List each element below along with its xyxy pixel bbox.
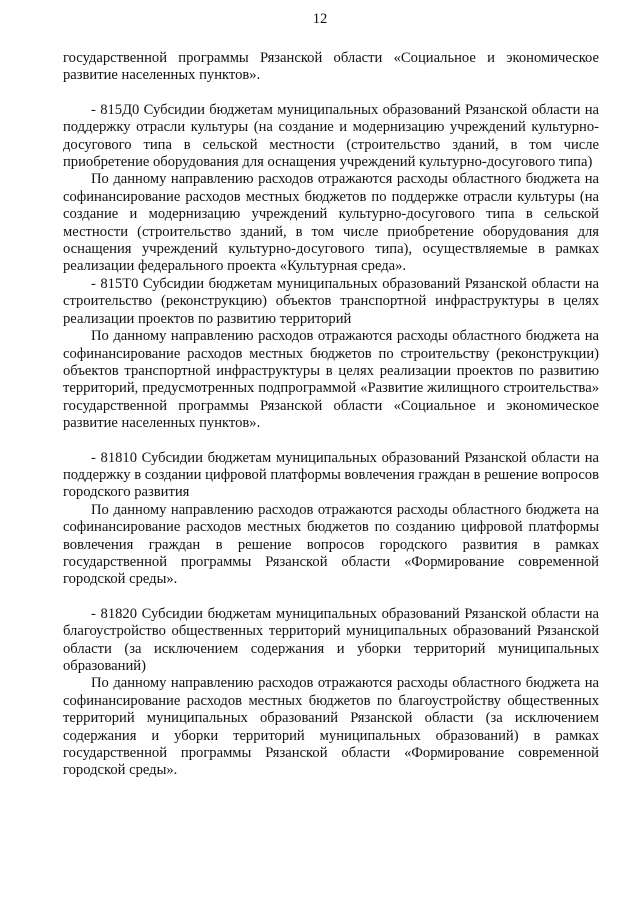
paragraph-description-81810: По данному направлению расходов отражаются расходы областного бюджета на софинансирование расходов местных бюджетов по созданию цифровой платформы вовлечения граждан в решение вопросов городского развития в рамках государственной программы Рязанской области «Формирование современной городской среды». — [63, 501, 599, 588]
paragraph-item-815d0: - 815Д0 Субсидии бюджетам муниципальных образований Рязанской области на поддержку отрасли культуры (на создание и модернизацию учреждений культурно-досугового типа в сельской местности (строительство зданий, в том числе приобретение оборудования для оснащения учреждений культурно-досугового типа) — [63, 101, 599, 171]
paragraph-item-815t0: - 815Т0 Субсидии бюджетам муниципальных образований Рязанской области на строительство (реконструкцию) объектов транспортной инфраструктуры в целях реализации проектов по развитию территорий — [63, 275, 599, 327]
paragraph-item-81820: - 81820 Субсидии бюджетам муниципальных образований Рязанской области на благоустройство общественных территорий муниципальных образований Рязанской области (за исключением содержания и уборки территорий муниципальных образований) — [63, 605, 599, 674]
document-body — [63, 50, 599, 780]
paragraph-description-815d0: По данному направлению расходов отражаются расходы областного бюджета на софинансирование расходов местных бюджетов по поддержке отрасли культуры (на создание и модернизацию учреждений культурно-досугового типа в сельской местности (строительство зданий, в том числе приобретение оборудования для оснащения учреждений культурно-досугового типа), осуществляемые в рамках реализации федерального проекта «Культурная среда». — [63, 171, 599, 275]
paragraph-description-815t0: По данному направлению расходов отражаются расходы областного бюджета на софинансирование расходов местных бюджетов по строительству (реконструкции) объектов транспортной инфраструктуры в целях реализации проектов по развитию территорий, предусмотренных подпрограммой «Развитие жилищного строительства» государственной программы Рязанской области «Социальное и экономическое развитие населенных пунктов». — [63, 328, 599, 432]
paragraph-item-81810: - 81810 Субсидии бюджетам муниципальных образований Рязанской области на поддержку в создании цифровой платформы вовлечения граждан в решение вопросов городского развития — [63, 449, 599, 501]
paragraph-description-81820: По данному направлению расходов отражаются расходы областного бюджета на софинансирование расходов местных бюджетов по благоустройству общественных территорий муниципальных образований Рязанской области (за исключением содержания и уборки территорий муниципальных образований) в рамках государственной программы Рязанской области «Формирование современной городской среды». — [63, 675, 599, 779]
paragraph-continuation: государственной программы Рязанской области «Социальное и экономическое развитие населенных пунктов». — [63, 50, 599, 84]
page-number: 12 — [312, 11, 328, 27]
